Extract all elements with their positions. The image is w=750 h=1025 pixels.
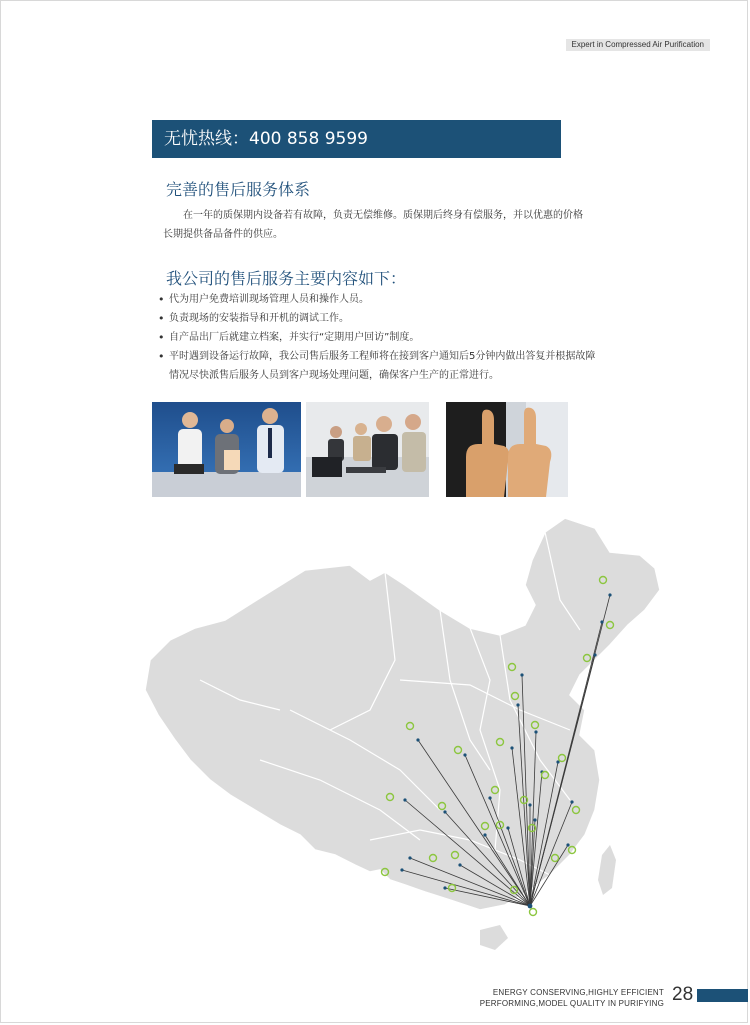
footer-slogan-line1: ENERGY CONSERVING,HIGHLY EFFICIENT (492, 988, 664, 997)
footer-slogan-line2: PERFORMING,MODEL QUALITY IN PURIFYING (479, 999, 664, 1008)
header-tagline: Expert in Compressed Air Purification (566, 39, 711, 51)
service-system-paragraph: 在一年的质保期内设备若有故障，负责无偿维修。质保期后终身有偿服务，并以优惠的价格长期提供备品备件的供应。 (163, 210, 583, 240)
service-content-title: 我公司的售后服务主要内容如下： (166, 269, 407, 288)
page-number: 28 (672, 984, 694, 1005)
photo-call-center (306, 402, 429, 497)
map-taiwan (598, 845, 616, 895)
list-item: • 负责现场的安装指导和开机的调试工作。 (158, 309, 598, 328)
china-service-map (140, 510, 680, 955)
photo-thumbs-up (446, 402, 568, 497)
service-system-title: 完善的售后服务体系 (166, 180, 311, 199)
list-item: • 代为用户免费培训现场管理人员和操作人员。 (158, 290, 598, 309)
list-item: • 自产品出厂后就建立档案，并实行“定期用户回访”制度。 (158, 328, 598, 347)
photo-service-staff (152, 402, 301, 497)
map-china-outline (145, 518, 660, 910)
list-item: • 平时遇到设备运行故障，我公司售后服务工程师将在接到客户通知后5分钟内做出答复并根据故障情况尽快派售后服务人员到客户现场处理问题，确保客户生产的正常进行。 (158, 347, 598, 385)
footer-bar (697, 989, 748, 1002)
footer-slogan (480, 987, 664, 1009)
hotline-banner: 无忧热线：400 858 9599 (152, 120, 561, 158)
service-content-list (158, 290, 598, 385)
map-hainan (480, 925, 508, 950)
